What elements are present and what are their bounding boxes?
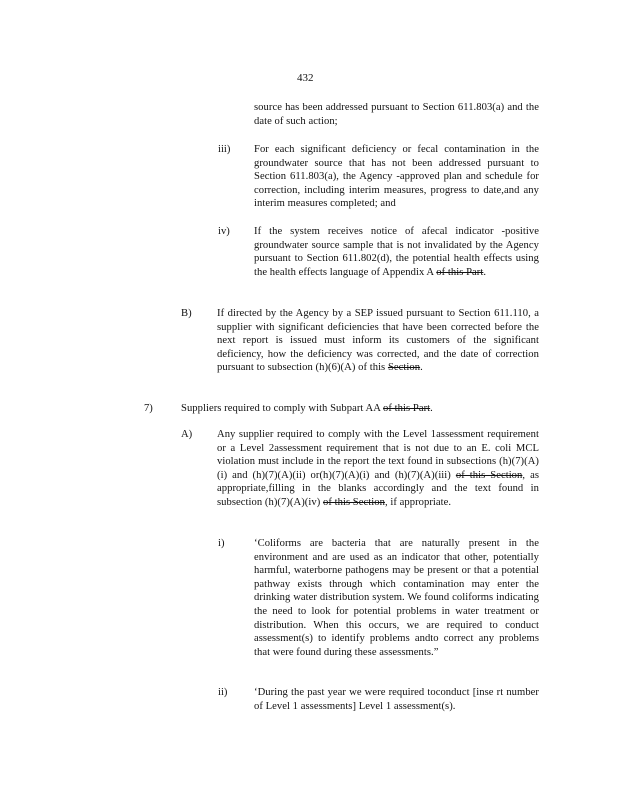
item-7aii-text: ‘During the past year we were required toconduct [inse rt number of Level 1 assessments] Level 1 assessment(s). — [254, 687, 539, 712]
item-7ai-text: ‘Coliforms are bacteria that are naturally present in the environment and are used as an indicator that other, potentially harmful, waterborne pathogens may be present or that a potential pathway exists through which contamination may enter the drinking water distribution system. We found coliforms indicating the need to look for potential problems in water treatment or distribution. When this occurs, we are required to conduct assessment(s) to identify problems andto correct any problems that were found during these assessments.” — [254, 538, 539, 658]
continued-paragraph: source has been addressed pursuant to Section 611.803(a) and the date of such action; — [254, 102, 539, 127]
deleted-text: Section — [387, 362, 421, 374]
deleted-text: of this Part — [383, 403, 431, 414]
deleted-text: of this Section — [455, 469, 523, 481]
item-7ai-label: i) — [218, 538, 225, 549]
item-iii-text: For each significant deficiency or fecal contamination in the groundwater source that has not been addressed pursuant to Section 611.803(a), the Agency -approved plan and schedule for correction, including interim measures, progress to date,and any interim measures completed; and — [254, 144, 539, 210]
deleted-text: of this Part — [436, 266, 484, 278]
item-7a-label: A) — [181, 429, 193, 440]
item-iii-label: iii) — [218, 144, 231, 155]
item-7a-text: Any supplier required to comply with the Level 1assessment requirement or a Level 2assessment requirement that is not due to an E. coli MCL violation must include in the report the text found in subsections (h)(7)(A)(i) and (h)(7)(A)(ii) or(h)(7)(A)(i) and (h)(7)(A)(iii) of this Section, as appropriate,filling in the blanks accordingly and the text found in subsection (h)(7)(A)(iv) of this Section, if appropriate. — [217, 429, 539, 508]
item-iv-text: If the system receives notice of afecal indicator -positive groundwater source sample that is not invalidated by the Agency pursuant to Section 611.802(d), the potential health effects using the health effects language of Appendix A of this Part. — [254, 226, 539, 278]
deleted-text: of this Section — [322, 496, 385, 508]
item-7-text: Suppliers required to comply with Subpart AA of this Part. — [181, 403, 433, 414]
item-7-label: 7) — [144, 403, 153, 414]
page-number: 432 — [297, 72, 314, 84]
item-7aii-label: ii) — [218, 687, 228, 698]
item-iv-label: iv) — [218, 226, 230, 237]
item-b-text: If directed by the Agency by a SEP issued pursuant to Section 611.110, a supplier with significant deficiencies that have been corrected before the next report is issued must inform its customers of the significant deficiency, how the deficiency was corrected, and the date of correction pursuant to subsection (h)(6)(A) of this Section. — [217, 308, 539, 374]
item-b-label: B) — [181, 308, 192, 319]
